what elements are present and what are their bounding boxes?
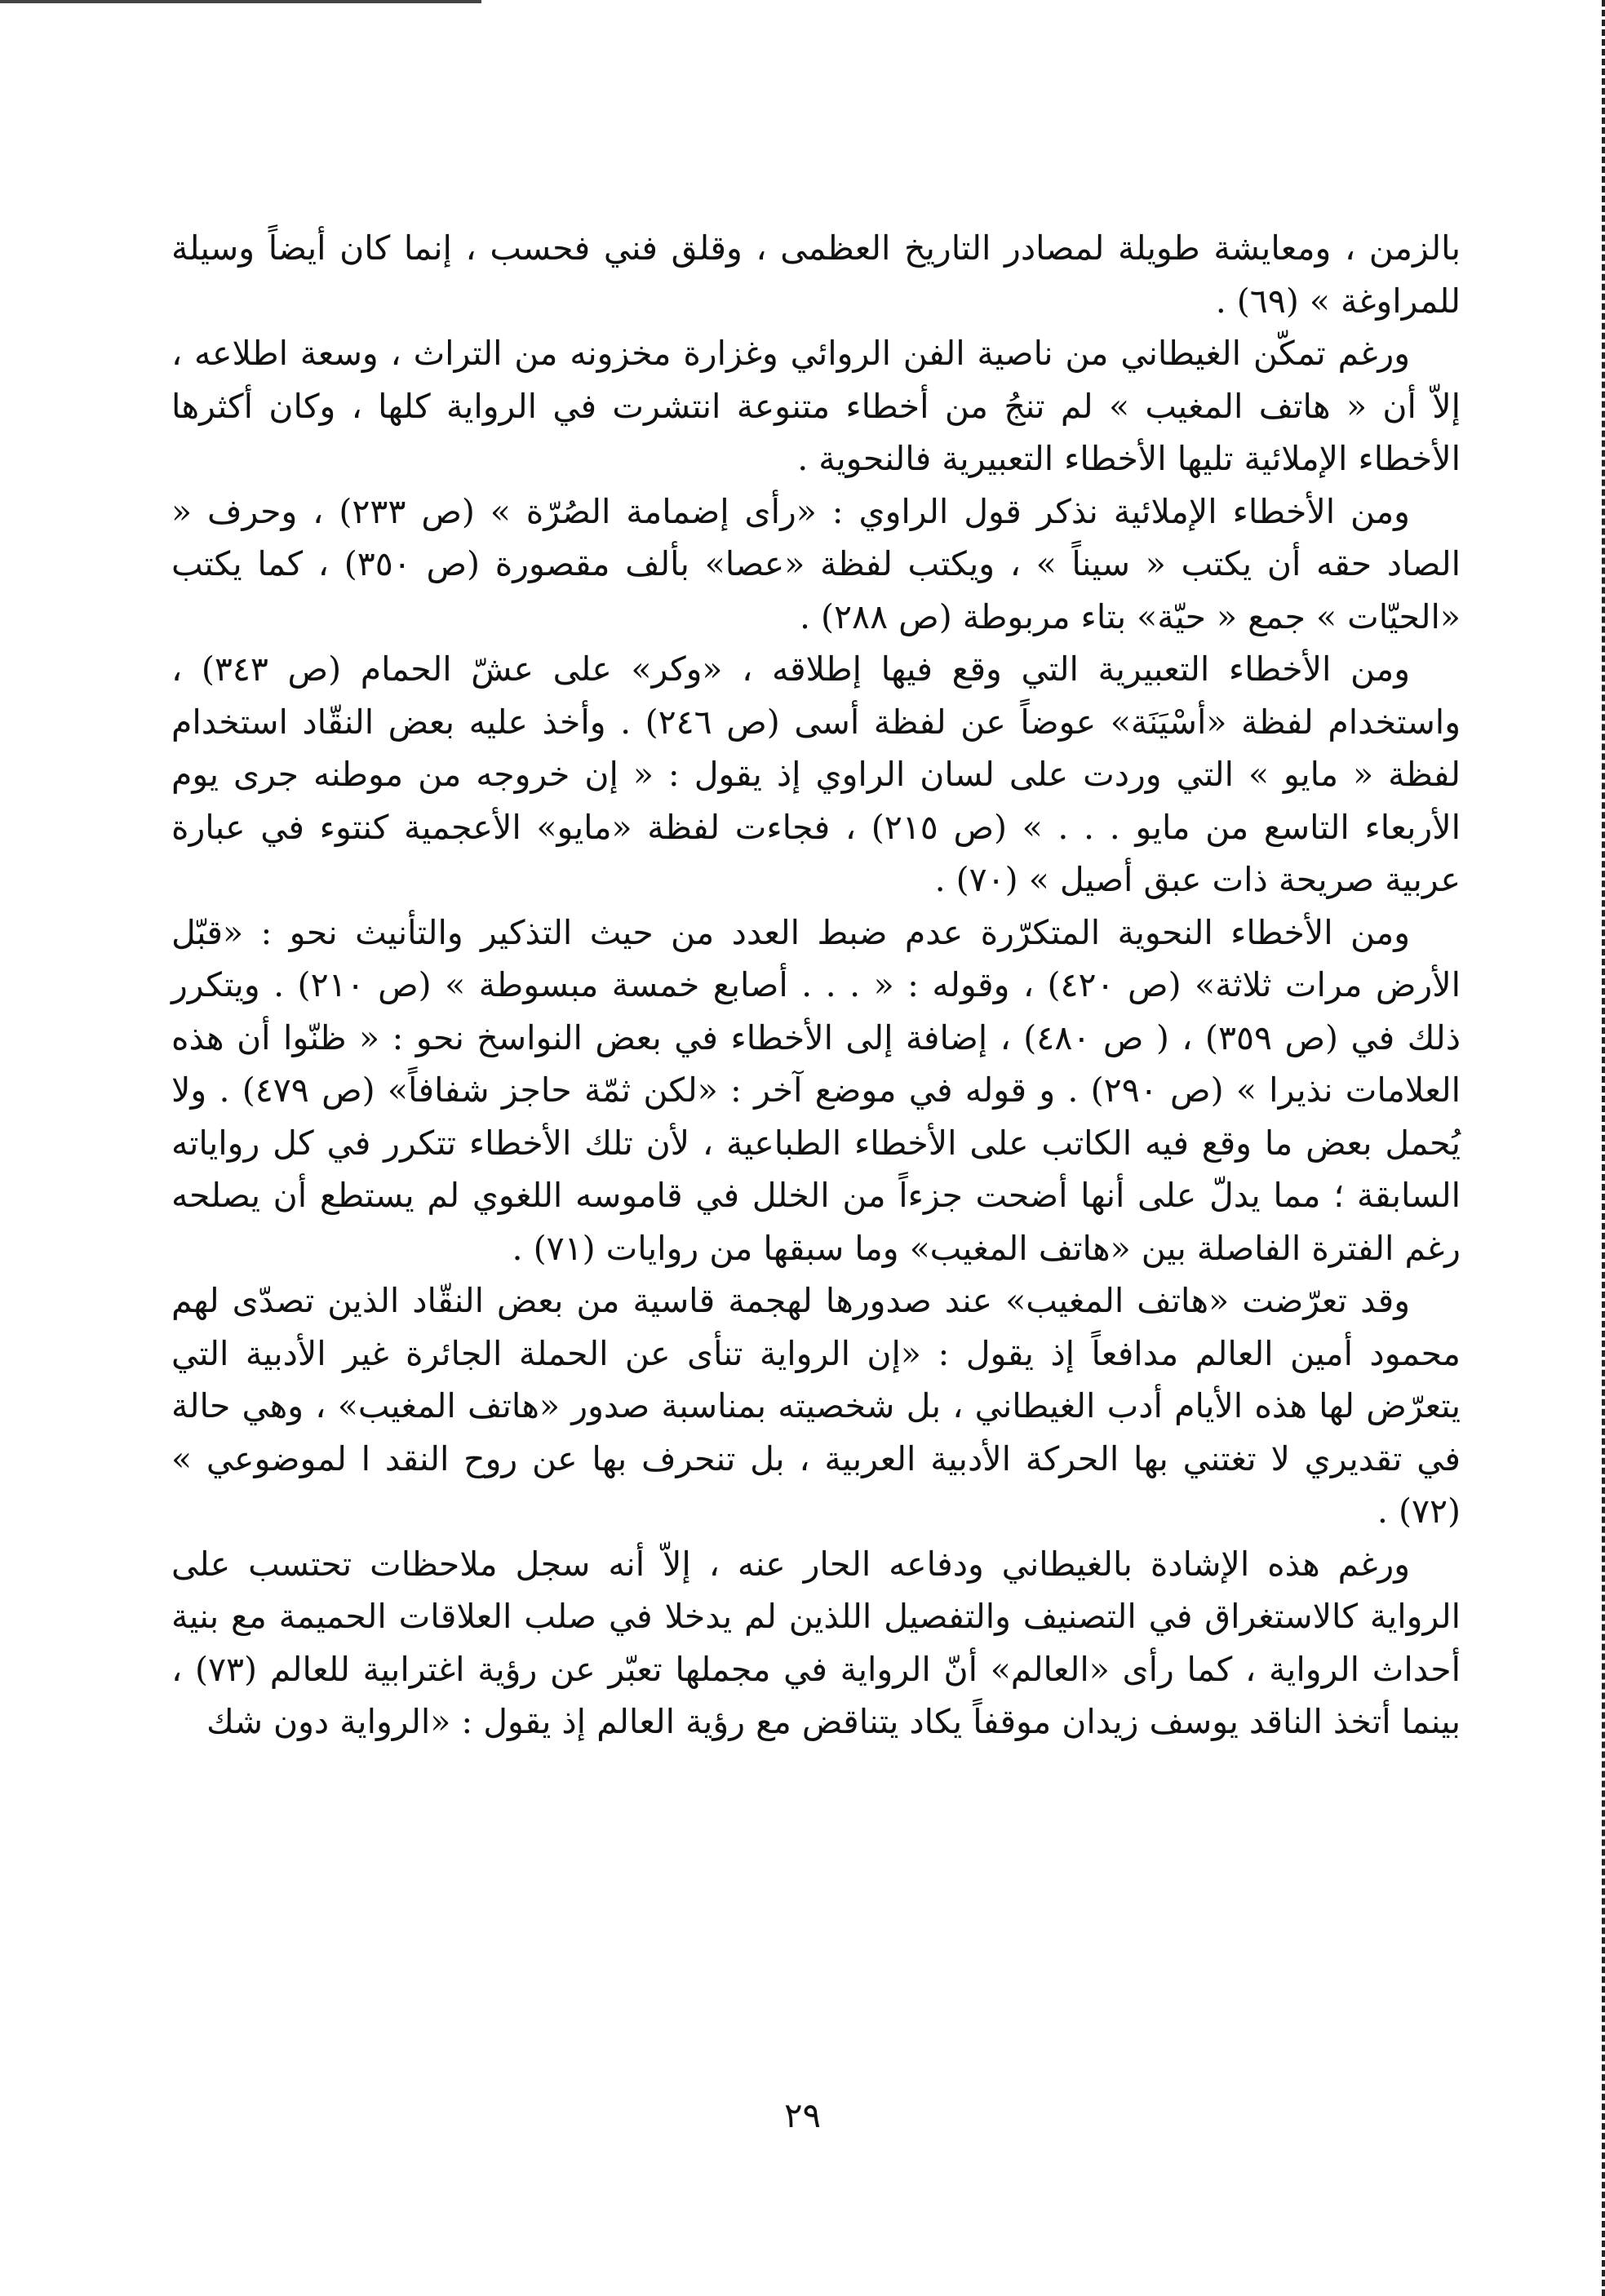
page-body [171,222,1461,1749]
top-scan-rule [0,0,481,3]
paragraph: ومن الأخطاء النحوية المتكرّرة عدم ضبط العدد من حيث التذكير والتأنيث نحو : «قبّل الأرض مرات ثلاثة» (ص ٤٢٠) ، وقوله : « . . . أصابع خمسة مبسوطة » (ص ٢١٠) . ويتكرر ذلك في (ص ٣٥٩) ، ( ص ٤٨٠) ، إضافة إلى الأخطاء في بعض النواسخ نحو : « ظنّوا أن هذه العلامات نذيرا » (ص ٢٩٠) . و قوله في موضع آخر : «لكن ثمّة حاجز شفافاً» (ص ٤٧٩) . ولا يُحمل بعض ما وقع فيه الكاتب على الأخطاء الطباعية ، لأن تلك الأخطاء تتكرر في كل رواياته السابقة ؛ مما يدلّ على أنها أضحت جزءاً من الخلل في قاموسه اللغوي لم يستطع أن يصلحه رغم الفترة الفاصلة بين «هاتف المغيب» وما سبقها من روايات (٧١) . [171,912,1461,1268]
paragraph: ورغم تمكّن الغيطاني من ناصية الفن الروائي وغزارة مخزونه من التراث ، وسعة اطلاعه ، إلاّ أن « هاتف المغيب » لم تنجُ من أخطاء متنوعة انتشرت في الرواية كلها ، وكان أكثرها الأخطاء الإملائية تليها الأخطاء التعبيرية فالنحوية . [171,334,1461,478]
paragraph: ومن الأخطاء التعبيرية التي وقع فيها إطلاقه ، «وكر» على عشّ الحمام (ص ٣٤٣) ، واستخدام لفظة «أسْيَنَة» عوضاً عن لفظة أسى (ص ٢٤٦) . وأخذ عليه بعض النقّاد استخدام لفظة « مايو » التي وردت على لسان الراوي إذ يقول : « إن خروجه من موطنه جرى يوم الأربعاء التاسع من مايو . . . » (ص ٢١٥) ، فجاءت لفظة «مايو» الأعجمية كنتوء في عبارة عربية صريحة ذات عبق أصيل » (٧٠) . [171,649,1461,899]
paragraph: وقد تعرّضت «هاتف المغيب» عند صدورها لهجمة قاسية من بعض النقّاد الذين تصدّى لهم محمود أمين العالم مدافعاً إذ يقول : «إن الرواية تنأى عن الحملة الجائرة غير الأدبية التي يتعرّض لها هذه الأيام أدب الغيطاني ، بل شخصيته بمناسبة صدور «هاتف المغيب» ، وهي حالة في تقديري لا تغتني بها الحركة الأدبية العربية ، بل تنحرف بها عن روح النقد ا لموضوعي » (٧٢) . [171,1281,1461,1531]
page-edge [1581,0,1605,2296]
paragraph: ورغم هذه الإشادة بالغيطاني ودفاعه الحار عنه ، إلاّ أنه سجل ملاحظات تحتسب على الرواية كالاستغراق في التصنيف والتفصيل اللذين لم يدخلا في صلب العلاقات الحميمة مع بنية أحداث الرواية ، كما رأى «العالم» أنّ الرواية في مجملها تعبّر عن رؤية اغترابية للعالم (٧٣) ، بينما أتخذ الناقد يوسف زيدان موقفاً يكاد يتناقض مع رؤية العالم إذ يقول : «الرواية دون شك [171,1544,1461,1741]
page-number: ٢٩ [783,2095,822,2135]
paragraph-continuation: بالزمن ، ومعايشة طويلة لمصادر التاريخ العظمى ، وقلق فني فحسب ، إنما كان أيضاً وسيلة للمراوغة » (٦٩) . [171,228,1461,321]
paragraph: ومن الأخطاء الإملائية نذكر قول الراوي : «رأى إضمامة الصُرّة » (ص ٢٣٣) ، وحرف « الصاد حقه أن يكتب « سيناً » ، ويكتب لفظة «عصا» بألف مقصورة (ص ٣٥٠) ، كما يكتب «الحيّات » جمع « حيّة» بتاء مربوطة (ص ٢٨٨) . [171,491,1461,636]
